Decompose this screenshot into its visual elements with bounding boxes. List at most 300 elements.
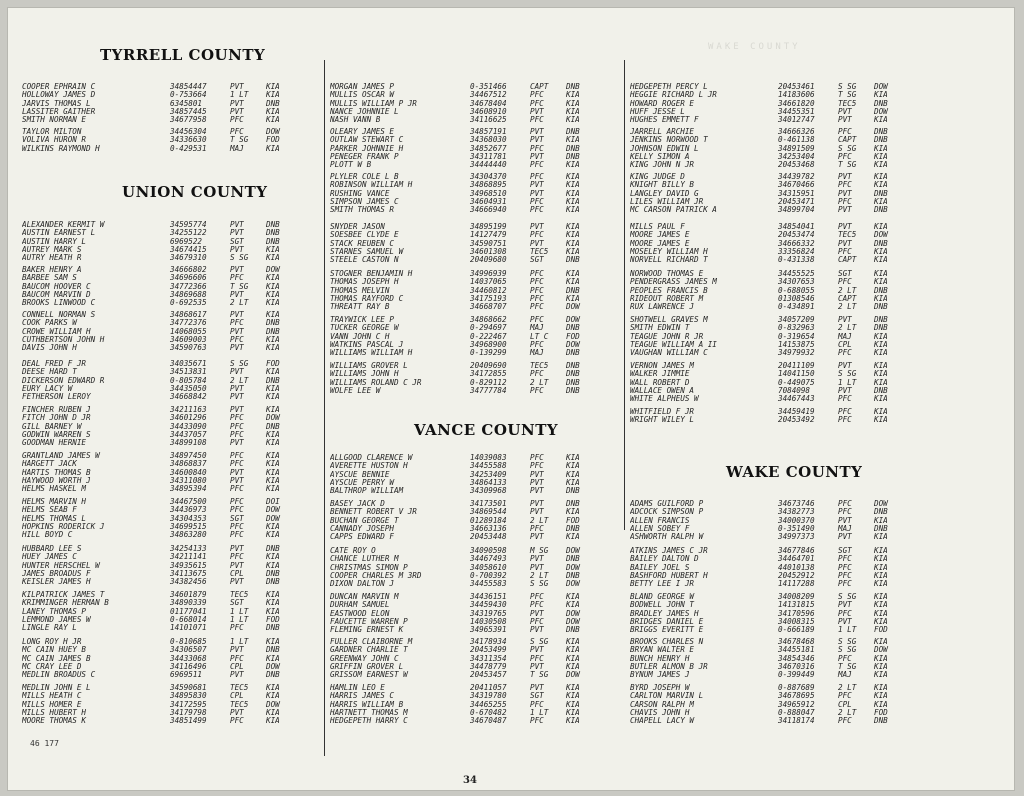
status-code: KIA — [566, 205, 580, 215]
soldier-name: HUGHES EMMETT F — [630, 116, 699, 125]
rank: T SG — [838, 661, 857, 671]
rank: SGT — [530, 691, 544, 701]
roster-entry — [330, 341, 596, 349]
service-number: 34677846 — [778, 546, 815, 555]
soldier-name: HILL BOYD C — [22, 531, 73, 540]
roster-entry — [330, 479, 596, 487]
status-code: KIA — [874, 331, 888, 341]
rank: PFC — [838, 579, 852, 589]
rank: TEC5 — [230, 699, 249, 709]
rank: MAJ — [838, 670, 852, 680]
rank: T SG — [230, 281, 249, 291]
soldier-name: MILLS HEATH C — [22, 692, 82, 701]
roster-entry — [330, 564, 596, 572]
soldier-name: STOGNER BENJAMIN H — [330, 270, 413, 278]
status-code: DNB — [266, 326, 280, 336]
roster-entry — [330, 601, 596, 609]
roster-entry — [22, 709, 296, 717]
roster-entry — [22, 108, 296, 116]
service-number: 34057209 — [778, 315, 815, 324]
roster-entry — [22, 393, 296, 401]
status-code: KIA — [266, 707, 280, 717]
soldier-name: TUCKER GEORGE W — [330, 324, 399, 333]
rank: PVT — [230, 265, 244, 274]
service-number: 34467443 — [778, 394, 815, 404]
roster-entry — [630, 206, 904, 214]
status-code: KIA — [266, 459, 280, 469]
service-number: 34368030 — [470, 135, 507, 145]
roster-entry — [630, 173, 904, 181]
rank: 2 LT — [230, 298, 249, 308]
soldier-name: MOSELEY WILLIAM H — [630, 247, 708, 256]
status-code: DOW — [266, 413, 280, 423]
status-code: KIA — [874, 222, 888, 231]
status-code: DNB — [266, 98, 280, 108]
rank: PVT — [230, 367, 244, 377]
service-number: 34459419 — [778, 407, 815, 416]
rank: PVT — [530, 507, 544, 517]
service-number: 34661820 — [778, 98, 815, 108]
rank: PVT — [230, 392, 244, 402]
soldier-name: NORWOOD THOMAS E — [630, 270, 704, 278]
service-number: 34851499 — [170, 716, 207, 726]
service-number: 34868617 — [170, 310, 207, 319]
status-code: DNB — [566, 523, 580, 533]
roster-entry — [630, 618, 904, 626]
service-number: 34253409 — [470, 469, 507, 479]
rank: 2 LT — [838, 285, 857, 295]
service-number: 34996939 — [470, 269, 507, 278]
roster-entry — [22, 229, 296, 237]
status-code: KIA — [566, 716, 580, 726]
status-code: KIA — [874, 143, 888, 153]
roster-entry — [22, 83, 296, 91]
service-number: 34895830 — [170, 691, 207, 701]
service-number: 34467500 — [170, 497, 207, 506]
status-code: DNB — [266, 421, 280, 431]
service-number: 34444440 — [470, 160, 507, 170]
status-code: KIA — [266, 598, 280, 608]
service-number: 14037065 — [470, 277, 507, 287]
service-number: 14068055 — [170, 326, 207, 336]
soldier-name: BENNETT ROBERT V JR — [330, 508, 417, 517]
service-number: 20411109 — [778, 361, 815, 370]
rank: PFC — [838, 691, 852, 701]
rank: PVT — [838, 600, 852, 610]
soldier-name: ALLEN FRANCIS — [630, 516, 690, 525]
service-number: 34666326 — [778, 127, 815, 136]
status-code: DNB — [266, 236, 280, 246]
rank: PVT — [838, 106, 852, 116]
soldier-name: SOESBEE CLYDE E — [330, 231, 399, 240]
roster-entry — [330, 333, 596, 341]
roster-group — [22, 591, 296, 632]
soldier-name: STACK REUBEN C — [330, 239, 395, 248]
roster-entry — [22, 439, 296, 447]
rank: 2 LT — [838, 707, 857, 717]
rank: MAJ — [530, 348, 544, 358]
rank: 1 LT — [530, 707, 549, 717]
status-code: KIA — [266, 106, 280, 116]
rank: PFC — [230, 127, 244, 136]
rank: PVT — [838, 188, 852, 198]
soldier-name: HARTNETT THOMAS M — [330, 708, 408, 717]
soldier-name: ALEXANDER KERMIT W — [22, 221, 105, 229]
status-code: DNB — [566, 377, 580, 387]
service-number: 34179798 — [170, 707, 207, 717]
soldier-name: DICKERSON EDWARD R — [22, 376, 105, 385]
roster-entry — [330, 525, 596, 533]
roster-group — [330, 547, 596, 588]
service-number: 0-434891 — [778, 302, 815, 312]
roster-group — [630, 362, 904, 403]
status-code: DNB — [874, 188, 888, 198]
soldier-name: JENKINS NORWOOD T — [630, 136, 708, 145]
status-code: KIA — [266, 82, 280, 91]
status-code: KIA — [266, 90, 280, 100]
service-number: 34307653 — [778, 277, 815, 287]
roster-entry — [22, 274, 296, 282]
status-code: KIA — [266, 343, 280, 353]
service-number: 34663136 — [470, 523, 507, 533]
rank: PVT — [530, 625, 544, 635]
roster-entry — [22, 515, 296, 523]
soldier-name: BAUCOM MARVIN D — [22, 290, 91, 299]
status-code: KIA — [874, 180, 888, 190]
rank: 2 LT — [838, 323, 857, 333]
roster-entry — [630, 256, 904, 264]
status-code: KIA — [566, 477, 580, 487]
rank: PFC — [530, 196, 544, 206]
status-code: FOD — [566, 515, 580, 525]
status-code: DOW — [266, 505, 280, 515]
status-code: KIA — [874, 394, 888, 404]
service-number: 34863280 — [170, 530, 207, 540]
roster-entry — [22, 684, 296, 692]
service-number: 34699515 — [170, 521, 207, 531]
soldier-name: MEDLIN JOHN E L — [22, 684, 91, 692]
roster-entry — [630, 593, 904, 601]
status-code: KIA — [566, 277, 580, 287]
service-number: 34670466 — [778, 180, 815, 190]
soldier-name: ADAMS GUILFORD P — [630, 500, 704, 508]
service-number: 34116496 — [170, 661, 207, 671]
status-code: KIA — [874, 616, 888, 626]
rank: MAJ — [230, 143, 244, 153]
rank: TEC5 — [530, 246, 549, 256]
rank: PVT — [838, 616, 852, 626]
soldier-name: HARRIS JAMES C — [330, 692, 395, 701]
roster-entry — [630, 572, 904, 580]
service-number: 0-461138 — [778, 135, 815, 145]
soldier-name: EURY LACY W — [22, 384, 73, 393]
status-code: KIA — [266, 716, 280, 726]
soldier-name: FETHERSON LEROY — [22, 393, 91, 402]
service-number: 34173501 — [470, 499, 507, 508]
soldier-name: BAKER HENRY A — [22, 266, 82, 274]
roster-entry — [630, 395, 904, 403]
roster-entry — [22, 406, 296, 414]
rank: PFC — [530, 523, 544, 533]
rank: 2 LT — [530, 515, 549, 525]
column-divider-right — [624, 60, 625, 530]
status-code: DNB — [266, 670, 280, 680]
roster-group — [630, 593, 904, 634]
status-code: DNB — [566, 285, 580, 295]
status-code: KIA — [266, 683, 280, 692]
soldier-name: NORVELL RICHARD T — [630, 256, 708, 265]
rank: PFC — [230, 530, 244, 540]
roster-entry — [22, 414, 296, 422]
soldier-name: HARRIS WILLIAM B — [330, 700, 404, 709]
status-code: DOW — [566, 608, 580, 618]
soldier-name: AUSTIN HARRY L — [22, 237, 87, 246]
rank: S SG — [838, 369, 857, 379]
roster-entry — [22, 91, 296, 99]
soldier-name: GILL BARNEY W — [22, 422, 82, 431]
roster-entry — [330, 240, 596, 248]
rank: PFC — [230, 115, 244, 125]
rank: PVT — [838, 515, 852, 525]
county-heading-vance: VANCE COUNTY — [414, 421, 559, 439]
roster-group — [22, 406, 296, 447]
roster-entry — [630, 324, 904, 332]
rank: PFC — [230, 273, 244, 283]
service-number: 34382456 — [170, 577, 207, 587]
rank: PVT — [230, 98, 244, 108]
service-number: 34857191 — [470, 127, 507, 136]
rank: MAJ — [838, 331, 852, 341]
status-code: FOD — [874, 707, 888, 717]
soldier-name: PLYLER COLE L B — [330, 173, 399, 181]
rank: S SG — [838, 645, 857, 655]
service-number: 34590751 — [470, 238, 507, 248]
service-number: 34891509 — [778, 143, 815, 153]
soldier-name: ROBINSON WILLIAM H — [330, 181, 413, 190]
roster-entry — [330, 717, 596, 725]
soldier-name: CHAPELL LACY W — [630, 717, 695, 726]
status-code: KIA — [566, 90, 580, 100]
soldier-name: DUNCAN MARVIN M — [330, 593, 399, 601]
service-number: 34436973 — [170, 505, 207, 515]
roster-entry — [22, 646, 296, 654]
rank: S SG — [838, 592, 857, 601]
status-code: DNB — [566, 385, 580, 395]
service-number: 34439782 — [778, 172, 815, 181]
soldier-name: SMITH NORMAN E — [22, 116, 87, 125]
roster-entry — [22, 545, 296, 553]
roster-entry — [330, 231, 596, 239]
service-number: 34668842 — [170, 392, 207, 402]
rank: MAJ — [838, 523, 852, 533]
rank: PFC — [230, 552, 244, 562]
rank: PVT — [230, 244, 244, 254]
rank: PVT — [230, 438, 244, 448]
rank: S SG — [838, 82, 857, 91]
roster-group — [22, 498, 296, 539]
status-code: KIA — [266, 310, 280, 319]
roster-entry — [630, 136, 904, 144]
service-number: 34608910 — [470, 106, 507, 116]
status-code: DNB — [566, 499, 580, 508]
roster-entry — [22, 469, 296, 477]
rank: PFC — [530, 653, 544, 663]
status-code: KIA — [266, 334, 280, 344]
status-code: FOD — [266, 614, 280, 624]
rank: 1 LT — [230, 606, 249, 616]
soldier-name: TEAGUE WILLIAM A II — [630, 340, 717, 349]
service-number: 34456304 — [170, 127, 207, 136]
roster-entry — [630, 190, 904, 198]
rank: SGT — [230, 513, 244, 523]
rank: 1 LT — [230, 637, 249, 646]
status-code: KIA — [566, 222, 580, 231]
rank: PFC — [838, 394, 852, 404]
soldier-name: ALLGOOD CLARENCE W — [330, 454, 413, 462]
roster-entry — [22, 344, 296, 352]
rank: PFC — [838, 348, 852, 358]
roster-entry — [330, 593, 596, 601]
roster-entry — [630, 362, 904, 370]
rank: 1 LT — [230, 614, 249, 624]
roster-entry — [630, 555, 904, 563]
roster-group — [630, 638, 904, 679]
service-number: 34000370 — [778, 515, 815, 525]
status-code: KIA — [566, 188, 580, 198]
rank: PFC — [530, 385, 544, 395]
rank: S SG — [530, 579, 549, 589]
status-code: DNB — [566, 361, 580, 370]
status-code: KIA — [566, 645, 580, 655]
soldier-name: CHRISTMAS SIMON P — [330, 563, 408, 572]
rank: PFC — [530, 172, 544, 181]
service-number: 34668707 — [470, 302, 507, 312]
status-code: KIA — [266, 530, 280, 540]
rank: CPL — [230, 691, 244, 701]
service-number: 0-832963 — [778, 323, 815, 333]
service-number: 44010138 — [778, 562, 815, 572]
soldier-name: JARVIS THOMAS L — [22, 99, 91, 108]
service-number: 34968510 — [470, 188, 507, 198]
roster-entry — [630, 408, 904, 416]
soldier-name: COOK PARKS W — [22, 319, 77, 328]
rank: PVT — [230, 383, 244, 393]
rank: PFC — [838, 570, 852, 580]
soldier-name: DURHAM SAMUEL — [330, 601, 390, 610]
roster-entry — [22, 663, 296, 671]
soldier-name: GOODMAN HERNIE — [22, 439, 87, 448]
status-code: DOW — [566, 546, 580, 555]
service-number: 34113675 — [170, 568, 207, 578]
rank: PVT — [230, 560, 244, 570]
status-code: KIA — [566, 600, 580, 610]
roster-entry — [330, 580, 596, 588]
roster-entry — [330, 547, 596, 555]
roster-entry — [630, 601, 904, 609]
roster-entry — [630, 717, 904, 725]
status-code: KIA — [566, 160, 580, 170]
rank: TEC5 — [838, 230, 857, 240]
roster-entry — [630, 83, 904, 91]
roster-entry — [630, 153, 904, 161]
rank: PFC — [838, 127, 852, 136]
status-code: KIA — [874, 592, 888, 601]
rank: PVT — [838, 222, 852, 231]
status-code: KIA — [566, 135, 580, 145]
service-number: 34869544 — [470, 507, 507, 517]
status-code: DOW — [566, 315, 580, 324]
roster-entry — [22, 477, 296, 485]
service-number: 34172855 — [470, 369, 507, 379]
service-number: 34435050 — [170, 383, 207, 393]
status-code: KIA — [874, 699, 888, 709]
soldier-name: CANNADY JOSEPH — [330, 524, 395, 533]
rank: PFC — [838, 407, 852, 416]
rank: TEC5 — [530, 361, 549, 370]
soldier-name: HELMS HASKEL M — [22, 485, 87, 494]
soldier-name: WILLIAMS ROLAND C JR — [330, 378, 422, 387]
roster-entry — [330, 278, 596, 286]
service-number: 34868837 — [170, 459, 207, 469]
status-code: DNB — [566, 486, 580, 496]
roster-entry — [22, 311, 296, 319]
soldier-name: LILES WILLIAM JR — [630, 197, 704, 206]
roster-group — [330, 83, 596, 124]
rank: PVT — [530, 188, 544, 198]
rank: PFC — [230, 484, 244, 494]
service-number: 34090598 — [470, 546, 507, 555]
service-number: 34304353 — [170, 513, 207, 523]
rank: CAPT — [530, 82, 549, 91]
service-number: 34601308 — [470, 246, 507, 256]
service-number: 14183606 — [778, 90, 815, 100]
soldier-name: BETTY LEE I JR — [630, 580, 695, 589]
roster-entry — [330, 116, 596, 124]
rank: PVT — [530, 645, 544, 655]
roster-entry — [330, 153, 596, 161]
service-number: 20453499 — [470, 645, 507, 655]
service-number: 34175193 — [470, 293, 507, 303]
status-code: KIA — [566, 98, 580, 108]
status-code: DNB — [874, 716, 888, 726]
status-code: DNB — [566, 323, 580, 333]
column-divider-left — [324, 60, 325, 756]
soldier-name: STARNES SAMUEL W — [330, 247, 404, 256]
status-code: DOW — [266, 699, 280, 709]
status-code: KIA — [266, 143, 280, 153]
service-number: 34895394 — [170, 484, 207, 494]
roster-entry — [630, 161, 904, 169]
rank: PFC — [838, 151, 852, 161]
rank: CPL — [230, 568, 244, 578]
soldier-name: CUTHBERTSON JOHN H — [22, 335, 105, 344]
rank: 1 LT — [230, 90, 249, 100]
soldier-name: THOMAS JOSEPH H — [330, 278, 399, 287]
rank: PVT — [530, 135, 544, 145]
service-number: 20453457 — [470, 670, 507, 680]
service-number: 34696606 — [170, 273, 207, 283]
status-code: KIA — [874, 90, 888, 100]
status-code: KIA — [266, 606, 280, 616]
status-code: DNB — [566, 82, 580, 91]
soldier-name: COOPER EPHRAIN C — [22, 83, 96, 91]
soldier-name: KELLY SIMON A — [630, 152, 690, 161]
service-number: 34116625 — [470, 115, 507, 125]
status-code: DOW — [874, 106, 888, 116]
soldier-name: GODWIN WARREN S — [22, 430, 91, 439]
soldier-name: WALKER JIMMIE — [630, 370, 690, 379]
service-number: 01289184 — [470, 515, 507, 525]
